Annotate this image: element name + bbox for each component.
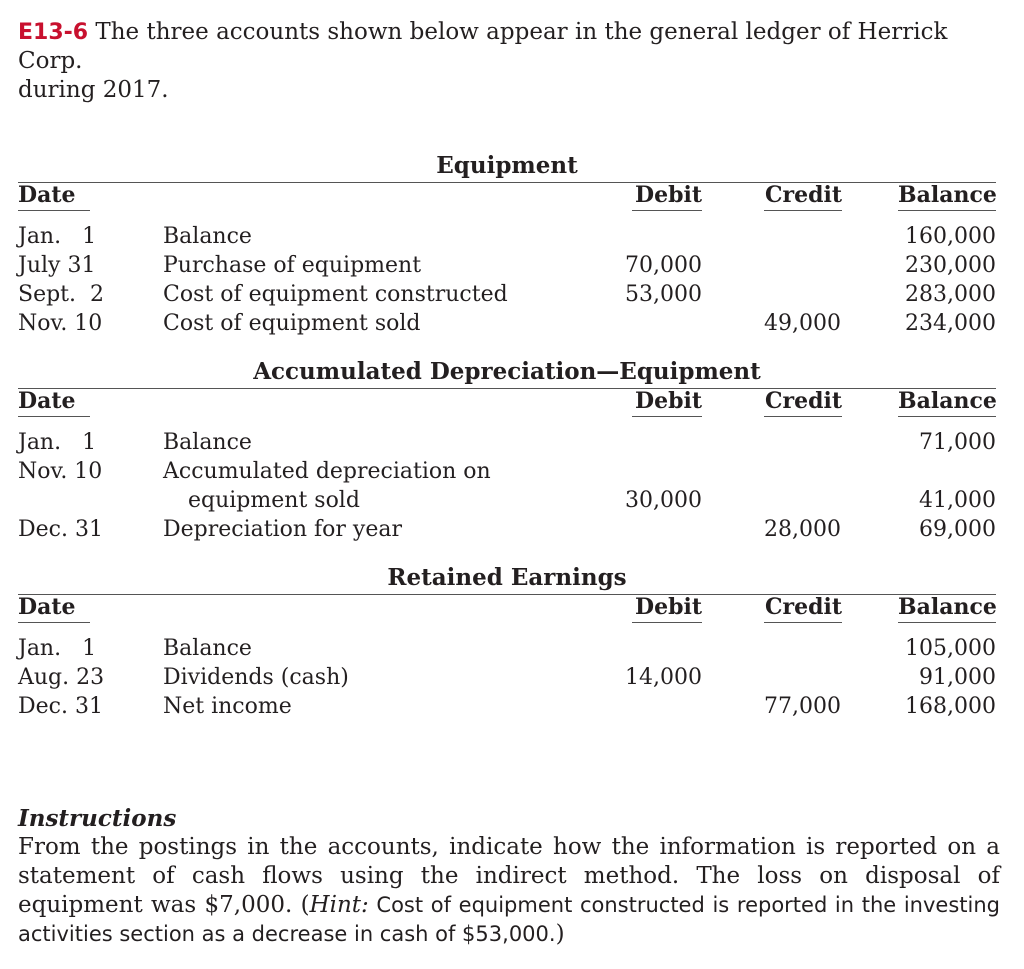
cell-desc: Balance	[163, 430, 252, 455]
cell-balance: 91,000	[919, 665, 996, 690]
cell-balance: 234,000	[905, 311, 996, 336]
ledger-top-rule	[18, 388, 996, 389]
cell-debit: 30,000	[625, 488, 702, 513]
cell-debit: 53,000	[625, 282, 702, 307]
cell-desc: Depreciation for year	[163, 517, 403, 542]
ledger-rows	[18, 634, 996, 721]
cell-date: Sept. 2	[18, 282, 104, 307]
table-row	[18, 222, 996, 251]
col-header-credit: Credit	[764, 386, 842, 417]
col-header-date: Date	[18, 180, 90, 211]
cell-desc: equipment sold	[188, 488, 360, 513]
table-row	[18, 457, 996, 486]
cell-desc: Balance	[163, 224, 252, 249]
col-header-debit: Debit	[632, 386, 702, 417]
cell-desc: Cost of equipment sold	[163, 311, 421, 336]
table-row	[18, 634, 996, 663]
cell-credit: 49,000	[764, 311, 841, 336]
cell-debit: 70,000	[625, 253, 702, 278]
ledger-equipment	[18, 152, 996, 352]
col-header-debit: Debit	[632, 592, 702, 623]
col-header-date: Date	[18, 592, 90, 623]
cell-balance: 69,000	[919, 517, 996, 542]
table-row	[18, 428, 996, 457]
ledger-title: Retained Earnings	[387, 564, 627, 591]
cell-date: July 31	[18, 253, 96, 278]
hint-label: Hint:	[309, 892, 369, 918]
cell-date: Nov. 10	[18, 459, 103, 484]
ledger-title: Accumulated Depreciation—Equipment	[253, 358, 761, 385]
cell-desc: Accumulated depreciation on	[163, 459, 491, 484]
cell-desc: Dividends (cash)	[163, 665, 349, 690]
ledger-title: Equipment	[436, 152, 578, 179]
instructions-body-part2: )	[555, 921, 565, 947]
cell-date: Jan. 1	[18, 224, 97, 249]
cell-desc: Cost of equipment constructed	[163, 282, 508, 307]
ledger-top-rule	[18, 594, 996, 595]
cell-balance: 160,000	[905, 224, 996, 249]
cell-balance: 71,000	[919, 430, 996, 455]
ledger-rows	[18, 428, 996, 544]
col-header-credit: Credit	[764, 180, 842, 211]
cell-desc: Purchase of equipment	[163, 253, 422, 278]
cell-date: Dec. 31	[18, 694, 103, 719]
exercise-text-line1: The three accounts shown below appear in the general ledger of Herrick Corp.	[18, 19, 948, 74]
table-row	[18, 280, 996, 309]
table-row	[18, 515, 996, 544]
cell-date: Jan. 1	[18, 636, 97, 661]
cell-date: Jan. 1	[18, 430, 97, 455]
instructions-body-part1: From the postings in the accounts, indicate how the information is reported on a statement of cash flows using the indirect method. The loss on disposal of equipment was $7,000. (	[18, 834, 1000, 918]
col-header-balance: Balance	[898, 180, 996, 211]
col-header-credit: Credit	[764, 592, 842, 623]
col-header-balance: Balance	[898, 592, 996, 623]
instructions-title: Instructions	[18, 805, 177, 832]
cell-date: Nov. 10	[18, 311, 103, 336]
exercise-text-line2: during 2017.	[18, 77, 169, 103]
col-header-debit: Debit	[632, 180, 702, 211]
hint-text: Cost of equipment constructed is reported in the investing activities section as a decrease in cash of $53,000.	[18, 893, 1000, 946]
cell-debit: 14,000	[625, 665, 702, 690]
ledger-rows	[18, 222, 996, 338]
cell-date: Dec. 31	[18, 517, 103, 542]
table-row	[18, 692, 996, 721]
table-row	[18, 251, 996, 280]
col-header-balance: Balance	[898, 386, 996, 417]
table-row	[18, 486, 996, 515]
instructions	[18, 804, 1000, 949]
cell-desc: Net income	[163, 694, 292, 719]
cell-balance: 283,000	[905, 282, 996, 307]
exercise-header	[18, 18, 1008, 105]
instructions-body	[18, 833, 1000, 949]
cell-desc: Balance	[163, 636, 252, 661]
cell-credit: 28,000	[764, 517, 841, 542]
cell-date: Aug. 23	[18, 665, 105, 690]
cell-balance: 41,000	[919, 488, 996, 513]
ledger-retained-earnings	[18, 564, 996, 764]
cell-balance: 168,000	[905, 694, 996, 719]
cell-credit: 77,000	[764, 694, 841, 719]
table-row	[18, 309, 996, 338]
col-header-date: Date	[18, 386, 90, 417]
exercise-id: E13-6	[18, 20, 89, 45]
table-row	[18, 663, 996, 692]
ledger-top-rule	[18, 182, 996, 183]
ledger-accumulated-depreciation	[18, 358, 996, 558]
cell-balance: 230,000	[905, 253, 996, 278]
cell-balance: 105,000	[905, 636, 996, 661]
